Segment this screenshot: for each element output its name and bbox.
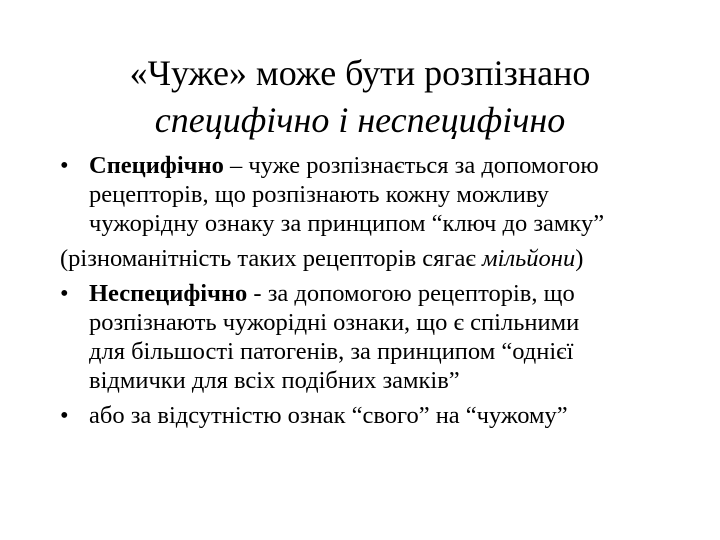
- bullet-item-specific: [60, 151, 700, 238]
- item-line: розпізнають чужорідні ознаки, що є спільними: [89, 309, 580, 336]
- title-line-1: «Чуже» може бути розпізнано: [129, 53, 591, 93]
- item-line: чужорідну ознаку за принципом “ключ до замку”: [89, 210, 605, 237]
- item-line: або за відсутністю ознак “свого” на “чужому”: [89, 402, 568, 429]
- item-line: рецепторів, що розпізнають кожну можливу: [89, 181, 549, 208]
- term-nonspecific: Неспецифічно: [89, 280, 248, 307]
- term-specific: Специфічно: [89, 152, 224, 179]
- diversity-note: [60, 244, 700, 273]
- bullet-item-absence: [60, 401, 700, 430]
- slide-body: [60, 151, 700, 436]
- bullet-icon: •: [60, 280, 69, 307]
- title-line-2: специфічно і неспецифічно: [154, 100, 566, 140]
- item-line: для більшості патогенів, за принципом “однієї: [89, 338, 574, 365]
- item-line: відмички для всіх подібних замків”: [89, 367, 460, 394]
- item-line: [89, 151, 700, 180]
- note-text: (різноманітність таких рецепторів сягає: [60, 245, 483, 272]
- bullet-icon: •: [60, 152, 69, 179]
- item-line: [89, 279, 700, 308]
- bullet-item-nonspecific: [60, 279, 700, 395]
- note-line: [60, 244, 700, 273]
- item-text: - за допомогою рецепторів, що: [247, 280, 575, 307]
- bullet-icon: •: [60, 402, 69, 429]
- item-text: – чуже розпізнається за допомогою: [223, 152, 599, 179]
- note-emphasis: мільйони: [482, 245, 576, 272]
- note-text-end: ): [575, 245, 584, 272]
- slide-title: [40, 50, 680, 144]
